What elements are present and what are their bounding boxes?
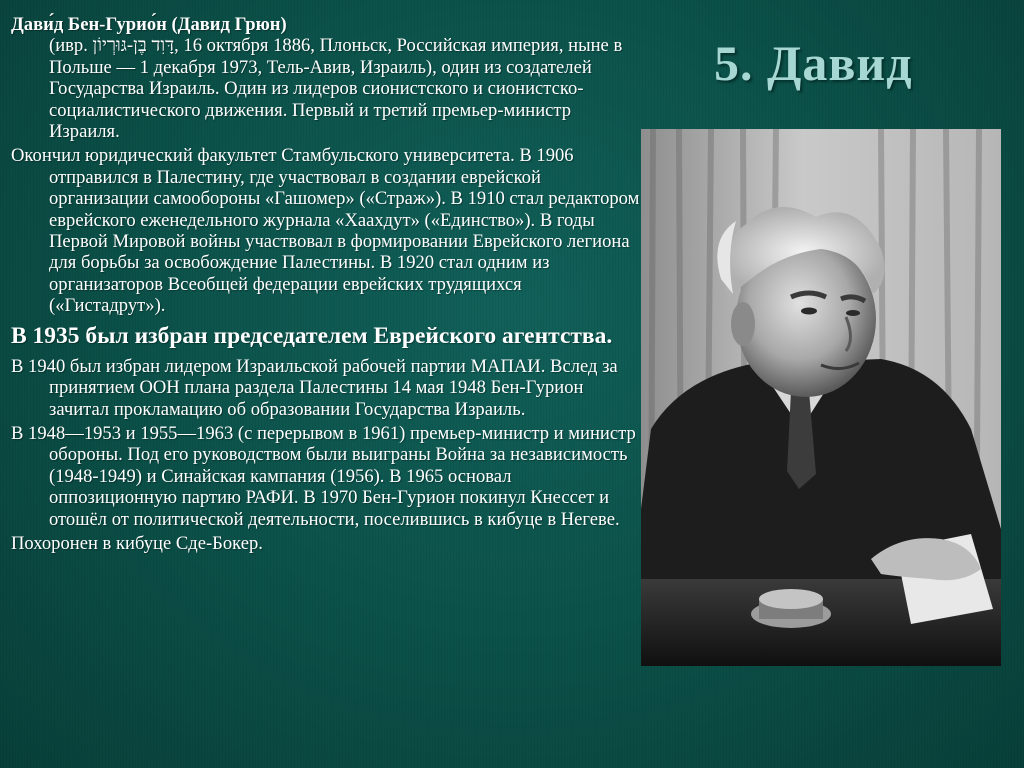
slide-title: 5. Давид xyxy=(714,35,913,91)
bio-intro-paragraph xyxy=(11,14,641,142)
biography-text xyxy=(11,14,641,557)
bio-intro-rest: , 16 октября 1886, Плоньск, Российская империя, ныне в Польше — 1 декабря 1973, Тель-Авив, Израиль), один из создателей Государства Израиль. Один из лидеров сионистского и сионистско-социалистического движения. Первый и третий премьер-министр Израиля. xyxy=(49,35,623,143)
portrait-photo xyxy=(641,129,1001,666)
person-name: Дави́д Бен-Гурио́н (Давид Грюн) xyxy=(11,14,287,35)
bio-premier-paragraph: В 1948—1953 и 1955—1963 (с перерывом в 1961) премьер-министр и министр обороны. Под его руководством были выиграны Война за независимость (1948-1949) и Синайская кампания (1956). В 1965 основал оппозиционную партию РАФИ. В 1970 Бен-Гурион покинул Кнессет и отошёл от политической деятельности, поселившись в кибуце в Негеве. xyxy=(11,422,636,530)
bio-mapai-paragraph: В 1940 был избран лидером Израильской рабочей партии МАПАИ. Вслед за принятием ООН плана раздела Палестины 14 мая 1948 Бен-Гурион зачитал прокламацию об образовании Государства Израиль. xyxy=(11,355,618,420)
bio-education-paragraph: Окончил юридический факультет Стамбульского университета. В 1906 отправился в Палестину, где участвовал в создании еврейской организации самообороны «Гашомер» («Страж»). В 1910 стал редактором еврейского еженедельного журнала «Хаахдут» («Единство»). В годы Первой Мировой войны участвовал в формировании Еврейского легиона для борьбы за освобождение Палестины. В 1920 стал одним из организаторов Всеобщей федерации еврейских трудящихся («Гистадрут»). xyxy=(11,145,640,317)
bio-burial-paragraph: Похоронен в кибуце Сде-Бокер. xyxy=(11,532,263,554)
hebrew-name: דָּוִד בֶּן-גּוּרְיוֹן xyxy=(92,35,175,57)
bio-agency-paragraph: В 1935 был избран председателем Еврейского агентства. xyxy=(11,322,613,349)
bio-intro-prefix: (ивр. xyxy=(49,35,93,57)
